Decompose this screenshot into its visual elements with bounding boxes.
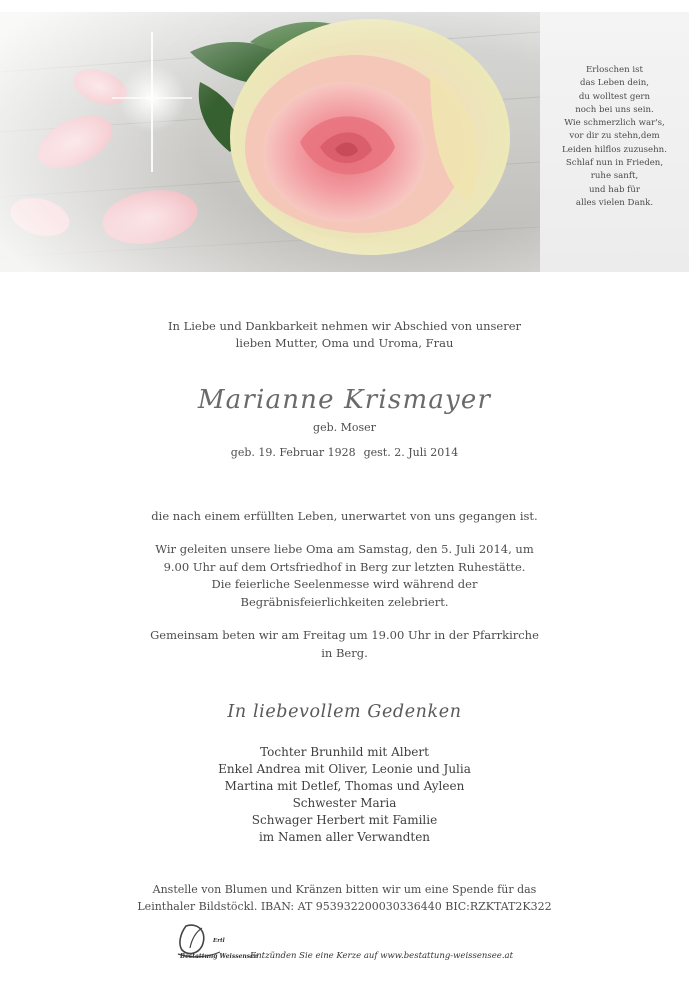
poem-line: vor dir zu stehn,dem <box>569 131 660 142</box>
death-date: gest. 2. Juli 2014 <box>363 446 459 459</box>
prayer-info <box>0 627 689 662</box>
poem-line: alles vielen Dank. <box>575 197 654 208</box>
funeral-line: Begräbnisfeierlichkeiten zelebriert. <box>240 594 449 609</box>
funeral-info <box>0 541 689 611</box>
prayer-line: in Berg. <box>321 645 368 660</box>
family-member: Martina mit Detlef, Thomas und Ayleen <box>224 779 465 793</box>
funeral-line: 9.00 Uhr auf dem Ortsfriedhof in Berg zur letzten Ruhestätte. <box>163 559 526 574</box>
family-member: Schwester Maria <box>292 796 397 810</box>
rose-photo <box>0 12 540 272</box>
family-member: Tochter Brunhild mit Albert <box>260 745 429 759</box>
funeral-line: Wir geleiten unsere liebe Oma am Samstag, den 5. Juli 2014, um <box>155 542 534 556</box>
prayer-line: Gemeinsam beten wir am Freitag um 19.00 Uhr in der Pfarrkirche <box>150 628 539 642</box>
poem-panel <box>540 12 689 272</box>
family-member: im Namen aller Verwandten <box>258 830 431 844</box>
life-dates <box>0 446 689 459</box>
donation-info <box>0 881 689 915</box>
family-member: Schwager Herbert mit Familie <box>251 813 438 827</box>
family-list <box>0 744 689 846</box>
memory-heading: In liebevollem Gedenken <box>227 702 462 722</box>
intro-text <box>0 318 689 352</box>
poem-line: Wie schmerzlich war's, <box>564 118 665 129</box>
poem <box>540 64 689 210</box>
passing-text: die nach einem erfüllten Leben, unerwartet von uns gegangen ist. <box>151 509 538 523</box>
poem-line: das Leben dein, <box>579 78 649 89</box>
candle-link[interactable]: Entzünden Sie eine Kerze auf www.bestattung-weissensee.at <box>250 951 514 961</box>
poem-line: Erloschen ist <box>585 65 644 75</box>
poem-line: und hab für <box>588 184 641 195</box>
poem-line: noch bei uns sein. <box>575 104 654 115</box>
family-member: Enkel Andrea mit Oliver, Leonie und Julia <box>218 762 471 776</box>
poem-line: du wolltest gern <box>578 91 651 102</box>
logo-text: Bestattung Weissensee <box>180 953 258 960</box>
poem-line: ruhe sanft, <box>590 171 639 182</box>
poem-line: Schlaf nun in Frieden, <box>565 158 664 169</box>
intro-line: In Liebe und Dankbarkeit nehmen wir Abschied von unserer <box>167 319 522 333</box>
funeral-line: Die feierliche Seelenmesse wird während der <box>211 577 478 591</box>
intro-line: lieben Mutter, Oma und Uroma, Frau <box>235 336 454 350</box>
birth-date: geb. 19. Februar 1928 <box>230 446 356 459</box>
donation-line: Anstelle von Blumen und Kränzen bitten wir um eine Spende für das <box>152 883 537 896</box>
logo-small-text: Ertl <box>213 938 225 944</box>
deceased-name: Marianne Krismayer <box>197 385 492 415</box>
maiden-name: geb. Moser <box>313 421 376 434</box>
donation-line: Leinthaler Bildstöckl. IBAN: AT 953932200030336440 BIC:RZKTAT2K322 <box>137 900 552 913</box>
poem-line: Leiden hilflos zuzusehn. <box>562 144 667 155</box>
